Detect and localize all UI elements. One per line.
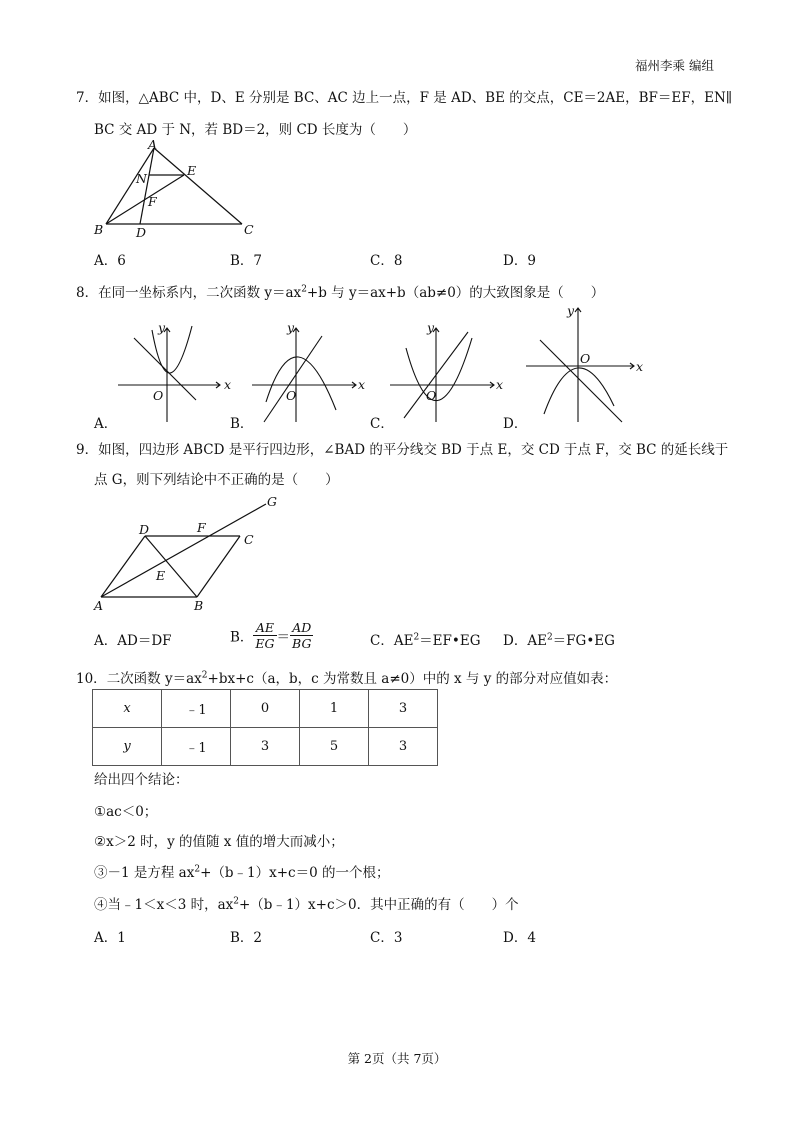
q8-option-c[interactable]: C． [370,416,394,432]
q8-stem-b: +b 与 y＝ax+b（ab≠0）的大致图象是（ ） [306,285,605,301]
q9-label-c: C [244,532,254,547]
q9-option-d-a: D．AE [503,633,547,649]
q10-option-b[interactable]: B．2 [230,930,263,946]
q9-frac1-num: AE [253,620,276,636]
q7-option-d[interactable]: D．9 [503,253,536,269]
q7-option-c[interactable]: C．8 [370,253,403,269]
q9-frac2-num: AD [290,620,313,636]
q8-option-d[interactable]: D． [503,416,528,432]
q9-option-b-eq: ＝ [276,629,291,646]
page-footer-number: 第 2页（共 7页） [347,1051,447,1066]
q8-a-origin: O [153,388,164,403]
q9-text-line1 [76,438,728,458]
page-header-author: 福州李乘 编组 [635,58,714,73]
q10-stem-b: +bx+c（a，b，c 为常数且 a≠0）中的 x 与 y 的部分对应值如表： [207,671,618,687]
q7-label-e: E [187,163,197,178]
q7-stem-2: BC 交 AD 于 N，若 BD＝2，则 CD 长度为（ ） [94,122,417,138]
q9-label-b: B [194,598,204,613]
q7-triangle-figure [90,138,265,238]
table-row [93,690,438,728]
q7-label-n: N [136,171,147,186]
q10-c4-a: ④当﹣1＜x＜3 时，ax [94,897,234,913]
q10-option-a[interactable]: A．1 [94,930,126,946]
q9-frac2-den: BG [292,636,312,651]
q7-stem-1: 如图，△ABC 中，D、E 分别是 BC、AC 边上一点，F 是 AD、BE 的交点，CE＝2AE，BF＝EF，EN∥ [98,90,733,106]
q8-graph-c [386,318,506,424]
q9-option-c-b: ＝EF•EG [419,633,481,649]
q8-d-axis-y: y [567,303,575,318]
q7-number: 7． [76,90,99,106]
table-cell: 5 [300,728,369,766]
q10-conclusion-1: ①ac＜0； [94,804,158,820]
q10-option-c[interactable]: C．3 [370,930,403,946]
q9-stem-1: 如图，四边形 ABCD 是平行四边形，∠BAD 的平分线交 BD 于点 E，交 CD 于点 F，交 BC 的延长线于 [98,442,729,458]
q9-option-b[interactable] [230,620,313,651]
q9-label-g: G [267,494,277,509]
q8-graph-b [248,318,368,424]
q10-value-table [92,689,438,766]
q8-d-axis-x: x [636,359,644,374]
table-cell: 3 [369,690,438,728]
q8-b-axis-x: x [358,377,366,392]
q9-fraction-ae-eg [253,620,276,651]
q10-c4-b: +（b﹣1）x+c＞0．其中正确的有（ ）个 [238,897,519,913]
q9-label-d: D [139,522,150,537]
q8-b-axis-y: y [287,320,295,335]
table-cell: x [93,690,162,728]
q8-stem-a: 在同一坐标系内，二次函数 y＝ax [98,285,302,301]
table-cell: ﹣1 [162,728,231,766]
q9-option-d-b: ＝FG•EG [552,633,615,649]
q8-b-origin: O [286,388,297,403]
q8-c-origin: O [426,388,437,403]
q9-option-c[interactable] [370,629,481,649]
q7-label-d: D [136,225,147,238]
q7-label-f: F [148,194,157,209]
q7-label-c: C [244,222,254,237]
q8-number: 8． [76,285,99,301]
q8-graph-d [522,302,646,424]
q7-text-line1 [76,86,732,106]
q9-option-a[interactable]: A．AD＝DF [94,633,172,649]
q9-option-b-prefix: B． [230,629,254,646]
table-cell: 1 [300,690,369,728]
q7-label-b: B [94,222,104,237]
q10-c3-a: ③－1 是方程 ax [94,865,195,881]
q9-option-d-sup: 2 [546,632,553,643]
q10-conclusion-4 [94,893,519,913]
q8-option-b[interactable]: B． [230,416,254,432]
q9-option-c-sup: 2 [413,632,420,643]
q10-c3-sup: 2 [194,864,201,875]
q9-label-a: A [94,598,104,613]
q10-option-d[interactable]: D．4 [503,930,536,946]
q8-stem-sup: 2 [301,284,307,295]
table-cell: ﹣1 [162,690,231,728]
q9-stem-2: 点 G，则下列结论中不正确的是（ ） [94,472,339,488]
q9-label-f: F [197,520,206,535]
table-cell: 3 [231,728,300,766]
q10-intro: 给出四个结论： [94,772,189,788]
q9-frac1-den: EG [255,636,275,651]
q7-label-a: A [148,138,158,152]
q10-conclusion-3 [94,861,390,881]
q8-c-axis-y: y [427,320,435,335]
q8-d-origin: O [580,351,591,366]
q8-text [76,281,604,301]
q10-stem-a: 二次函数 y＝ax [106,671,202,687]
q8-option-a[interactable]: A． [94,416,118,432]
q8-a-axis-y: y [158,320,166,335]
q9-parallelogram-figure [90,492,290,616]
table-cell: y [93,728,162,766]
q7-option-a[interactable]: A．6 [94,253,126,269]
table-cell: 3 [369,728,438,766]
q10-c4-sup: 2 [233,896,239,907]
q10-text [76,667,617,687]
q10-c3-b: +（b﹣1）x+c＝0 的一个根； [200,865,390,881]
table-row [93,728,438,766]
q10-stem-sup: 2 [201,670,208,681]
q9-option-c-a: C．AE [370,633,414,649]
q8-a-axis-x: x [224,377,232,392]
q9-option-d[interactable] [503,629,615,649]
q10-number: 10． [76,671,107,687]
q9-fraction-ad-bg [290,620,313,651]
q9-label-e: E [156,568,166,583]
q9-number: 9． [76,442,99,458]
q8-graph-a [112,318,232,424]
q10-conclusion-2: ②x＞2 时，y 的值随 x 值的增大而减小； [94,834,344,850]
q7-option-b[interactable]: B．7 [230,253,263,269]
q8-c-axis-x: x [496,377,504,392]
table-cell: 0 [231,690,300,728]
